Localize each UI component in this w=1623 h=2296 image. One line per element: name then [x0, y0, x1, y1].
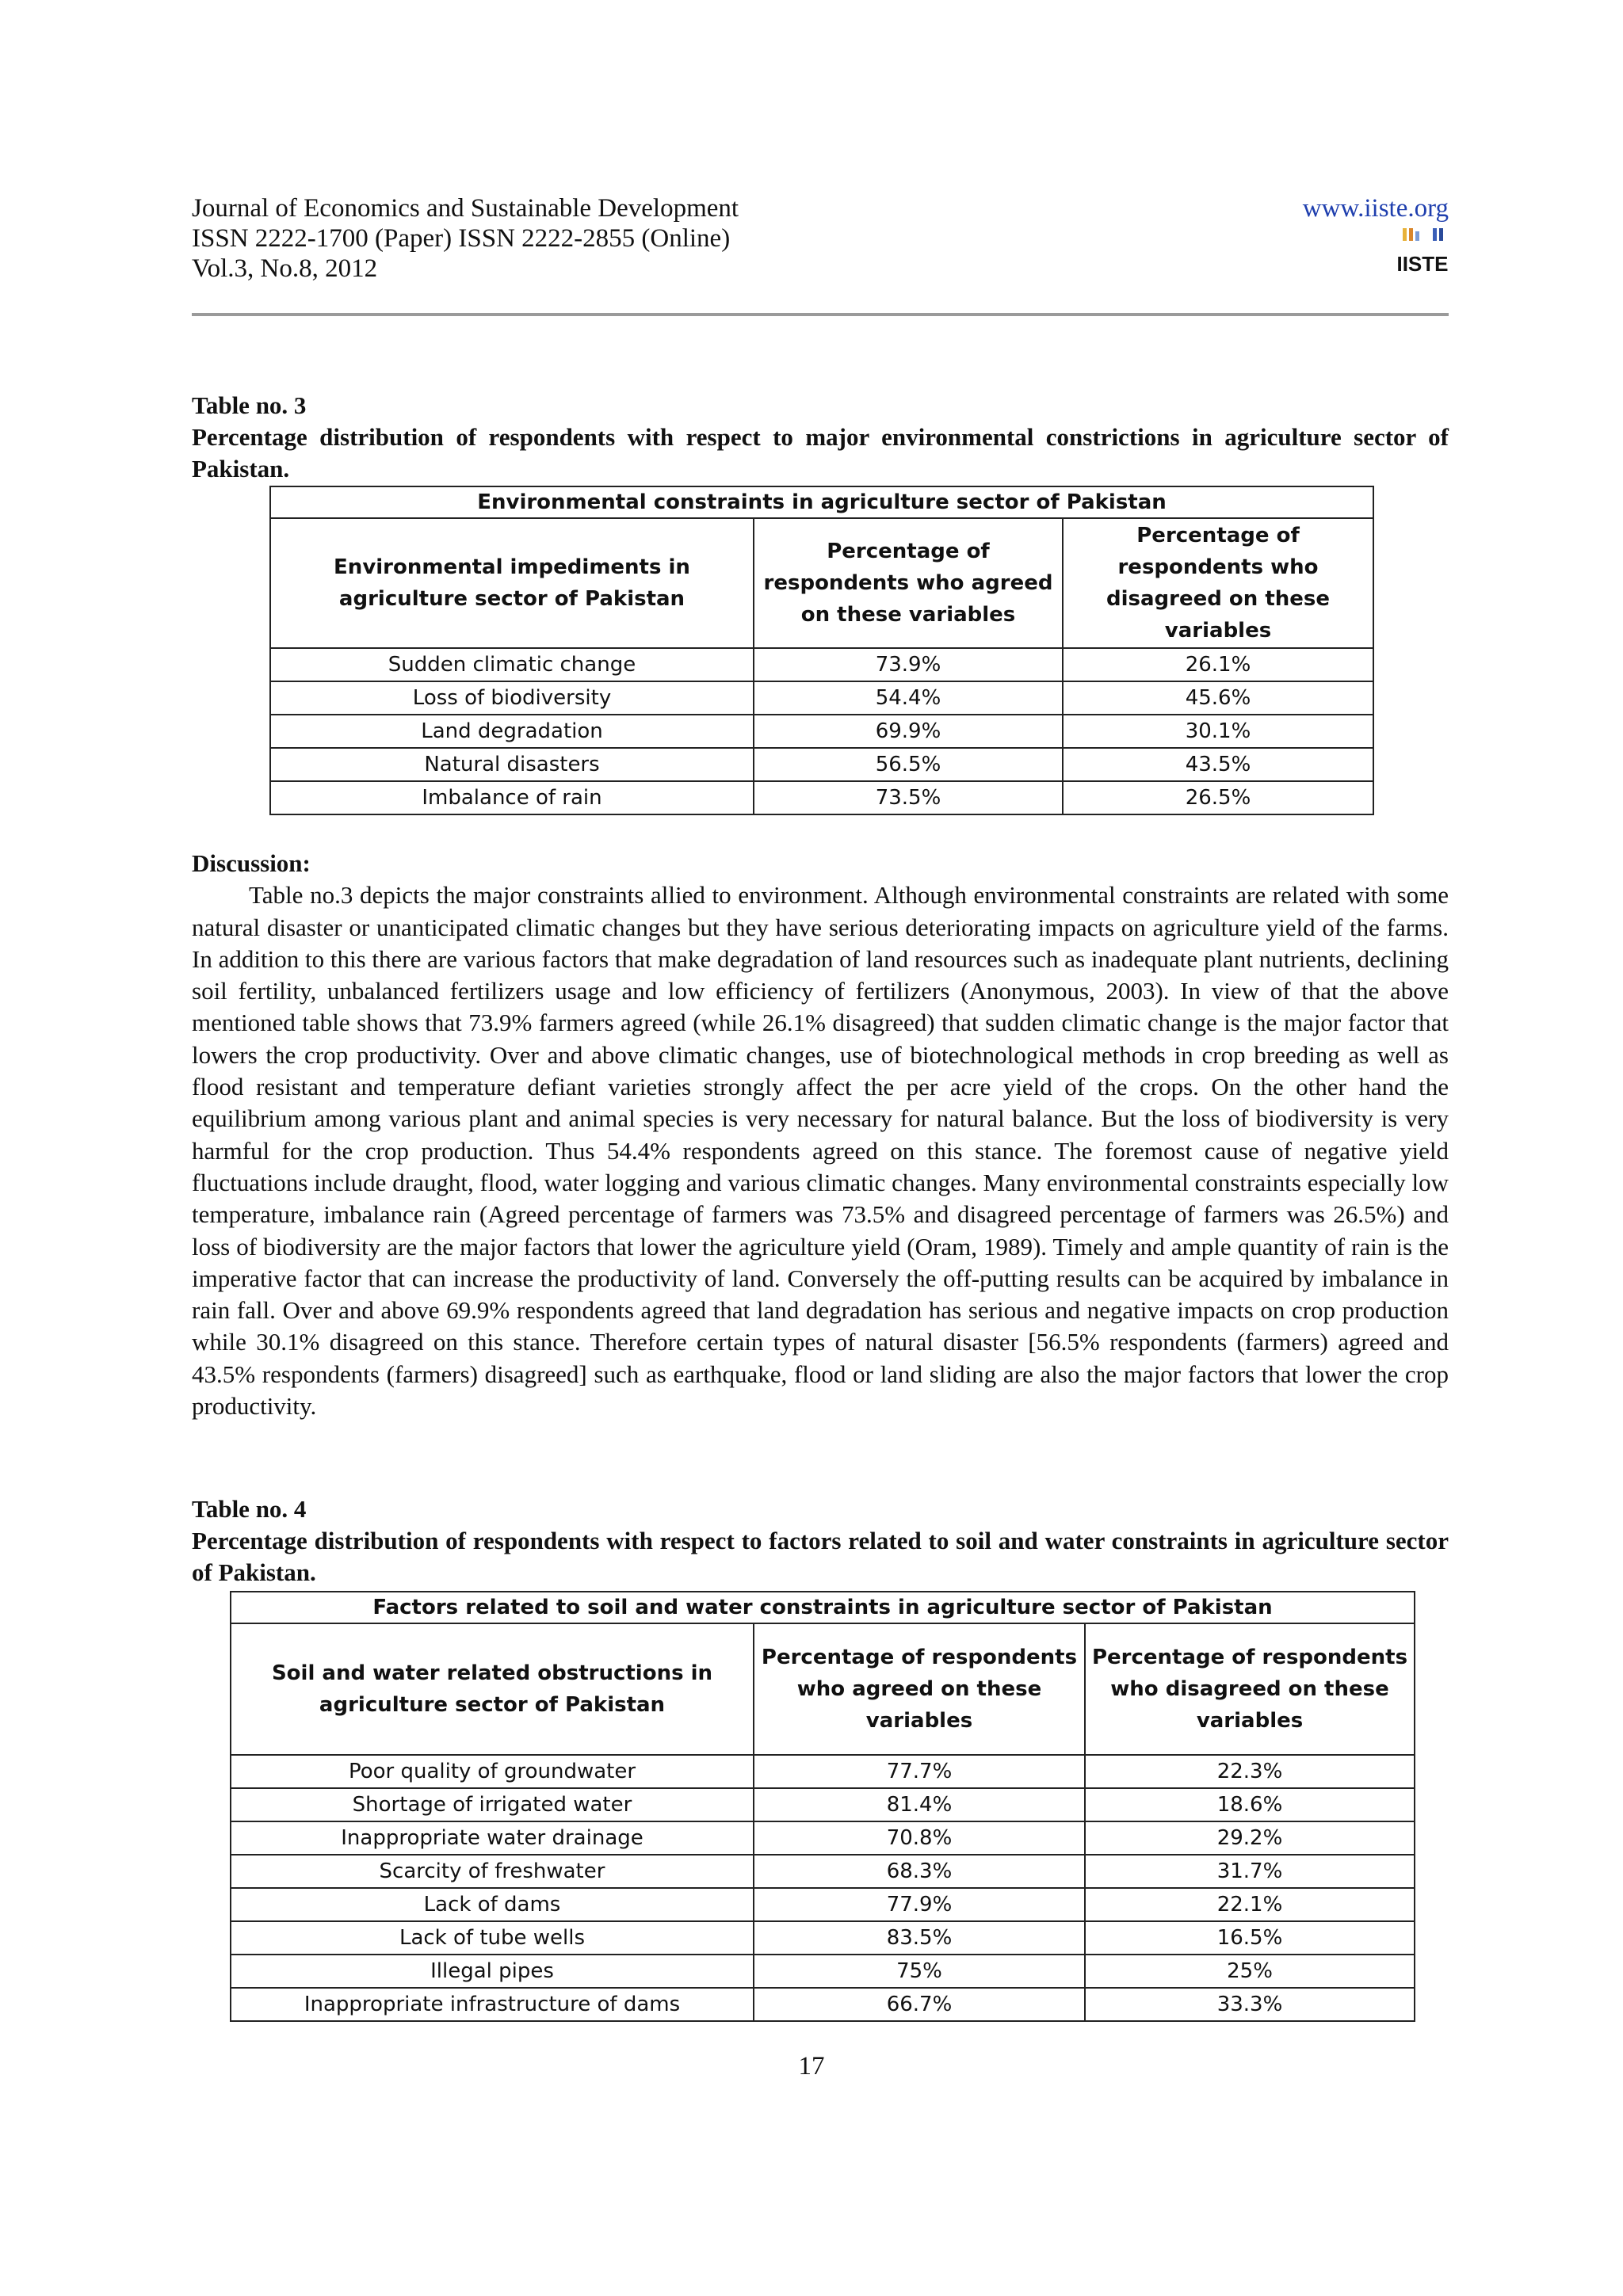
table4-label: Table no. 4 [192, 1495, 307, 1523]
table3-cell: 26.1% [1063, 648, 1373, 681]
table4-header-obstruction: Soil and water related obstructions in agriculture sector of Pakistan [231, 1623, 754, 1755]
table-row [231, 1988, 1415, 2021]
header-divider [192, 313, 1449, 316]
table-row [231, 1888, 1415, 1921]
table4-cell: 31.7% [1085, 1855, 1415, 1888]
table3-title: Environmental constraints in agriculture sector of Pakistan [270, 486, 1373, 518]
table3-cell: 26.5% [1063, 781, 1373, 814]
table4-cell: 29.2% [1085, 1821, 1415, 1855]
table4-cell: 18.6% [1085, 1788, 1415, 1821]
table-row [231, 1755, 1415, 1788]
table4-cell: 81.4% [754, 1788, 1085, 1821]
table4-cell: 22.3% [1085, 1755, 1415, 1788]
journal-volume: Vol.3, No.8, 2012 [192, 254, 378, 283]
table3-cell: Imbalance of rain [270, 781, 754, 814]
table4-cell: 16.5% [1085, 1921, 1415, 1955]
journal-issn: ISSN 2222-1700 (Paper) ISSN 2222-2855 (Online) [192, 224, 731, 253]
table-row [231, 1955, 1415, 1988]
table4-cell: Lack of dams [231, 1888, 754, 1921]
table4-cell: Scarcity of freshwater [231, 1855, 754, 1888]
journal-header [192, 193, 1449, 320]
table4-cell: Lack of tube wells [231, 1921, 754, 1955]
table3-cell: Land degradation [270, 715, 754, 748]
table3-cell: 73.9% [754, 648, 1063, 681]
table-row [231, 1821, 1415, 1855]
table-row [270, 781, 1373, 814]
table3-cell: 73.5% [754, 781, 1063, 814]
table4-caption: Percentage distribution of respondents with respect to factors related to soil and water constraints in agriculture sector of Pakistan. [192, 1527, 1449, 1586]
iiste-logo-icon [1396, 227, 1449, 279]
table4-cell: 83.5% [754, 1921, 1085, 1955]
discussion-paragraph: Table no.3 depicts the major constraints allied to environment. Although environmental constraints are related with some natural disaster or unanticipated climatic changes but they have serious deteriorating impacts on agriculture yield of the farms. In addition to this there are various factors that make degradation of land resources such as inadequate plant nutrients, declining soil fertility, unbalanced fertilizers usage and low efficiency of fertilizers (Anonymous, 2003). In view of that the above mentioned table shows that 73.9% farmers agreed (while 26.1% disagreed) that sudden climatic change is the major factor that lowers the crop productivity. Over and above climatic changes, use of biotechnological methods in crop breeding as well as flood resistant and temperature defiant varieties strongly affect the per acre yield of the crops. On the other hand the equilibrium among various plant and animal species is very necessary for natural balance. But the loss of biodiversity is very harmful for the crop production. Thus 54.4% respondents agreed on this stance. The foremost cause of negative yield fluctuations include draught, flood, water logging and various climatic changes. Many environmental constraints especially low temperature, imbalance rain (Agreed percentage of farmers was 73.5% and disagreed percentage of farmers was 26.5%) and loss of biodiversity are the major factors that lower the agriculture yield (Oram, 1989). Timely and ample quantity of rain is the imperative factor that can increase the productivity of land. Conversely the off-putting results can be acquired by imbalance in rain fall. Over and above 69.9% respondents agreed that land degradation has serious and negative impacts on crop production while 30.1% disagreed on this stance. Therefore certain types of natural disaster [56.5% respondents (farmers) agreed and 43.5% respondents (farmers) disagreed] such as earthquake, flood or land sliding are also the major factors that lower the crop productivity. [192, 881, 1449, 1421]
table3-label: Table no. 3 [192, 391, 307, 419]
table4-cell: 70.8% [754, 1821, 1085, 1855]
table3-header-impediment: Environmental impediments in agriculture sector of Pakistan [270, 518, 754, 648]
table4-header-disagreed: Percentage of respondents who disagreed on these variables [1085, 1623, 1415, 1755]
logo-text: IISTE [1396, 252, 1449, 276]
table4-title: Factors related to soil and water constraints in agriculture sector of Pakistan [231, 1592, 1415, 1623]
table3-caption: Percentage distribution of respondents with respect to major environmental constrictions in agriculture sector of Pakistan. [192, 423, 1449, 482]
table4-cell: Shortage of irrigated water [231, 1788, 754, 1821]
table-row [231, 1855, 1415, 1888]
table4-cell: 25% [1085, 1955, 1415, 1988]
table3-cell: 43.5% [1063, 748, 1373, 781]
table4-cell: 77.7% [754, 1755, 1085, 1788]
table-row [270, 648, 1373, 681]
table4-cell: 66.7% [754, 1988, 1085, 2021]
table4-cell: 22.1% [1085, 1888, 1415, 1921]
table-row [231, 1921, 1415, 1955]
table4-cell: 68.3% [754, 1855, 1085, 1888]
table4-cell: Inappropriate water drainage [231, 1821, 754, 1855]
table4-cell: Poor quality of groundwater [231, 1755, 754, 1788]
table3-cell: 54.4% [754, 681, 1063, 715]
table4-header-agreed: Percentage of respondents who agreed on these variables [754, 1623, 1085, 1755]
table-row [270, 748, 1373, 781]
table3-cell: 69.9% [754, 715, 1063, 748]
table3-caption-block [192, 390, 1449, 485]
journal-title: Journal of Economics and Sustainable Development [192, 194, 739, 223]
page-number: 17 [798, 2052, 825, 2081]
table4 [230, 1591, 1415, 2022]
table-row [270, 681, 1373, 715]
table4-cell: Illegal pipes [231, 1955, 754, 1988]
table3-header-disagreed: Percentage of respondents who disagreed on these variables [1063, 518, 1373, 648]
journal-url-link[interactable]: www.iiste.org [1302, 194, 1449, 223]
discussion-section [192, 848, 1449, 1422]
discussion-heading: Discussion: [192, 849, 311, 877]
table3-cell: 56.5% [754, 748, 1063, 781]
table4-cell: 77.9% [754, 1888, 1085, 1921]
table3-cell: 30.1% [1063, 715, 1373, 748]
table3-cell: Loss of biodiversity [270, 681, 754, 715]
table-row [231, 1788, 1415, 1821]
table3-cell: Sudden climatic change [270, 648, 754, 681]
journal-info [192, 193, 739, 284]
table4-cell: Inappropriate infrastructure of dams [231, 1988, 754, 2021]
table3 [269, 486, 1374, 815]
table3-cell: Natural disasters [270, 748, 754, 781]
table3-cell: 45.6% [1063, 681, 1373, 715]
table4-caption-block [192, 1493, 1449, 1589]
table4-cell: 33.3% [1085, 1988, 1415, 2021]
table-row [270, 715, 1373, 748]
table3-header-agreed: Percentage of respondents who agreed on these variables [754, 518, 1063, 648]
table4-cell: 75% [754, 1955, 1085, 1988]
